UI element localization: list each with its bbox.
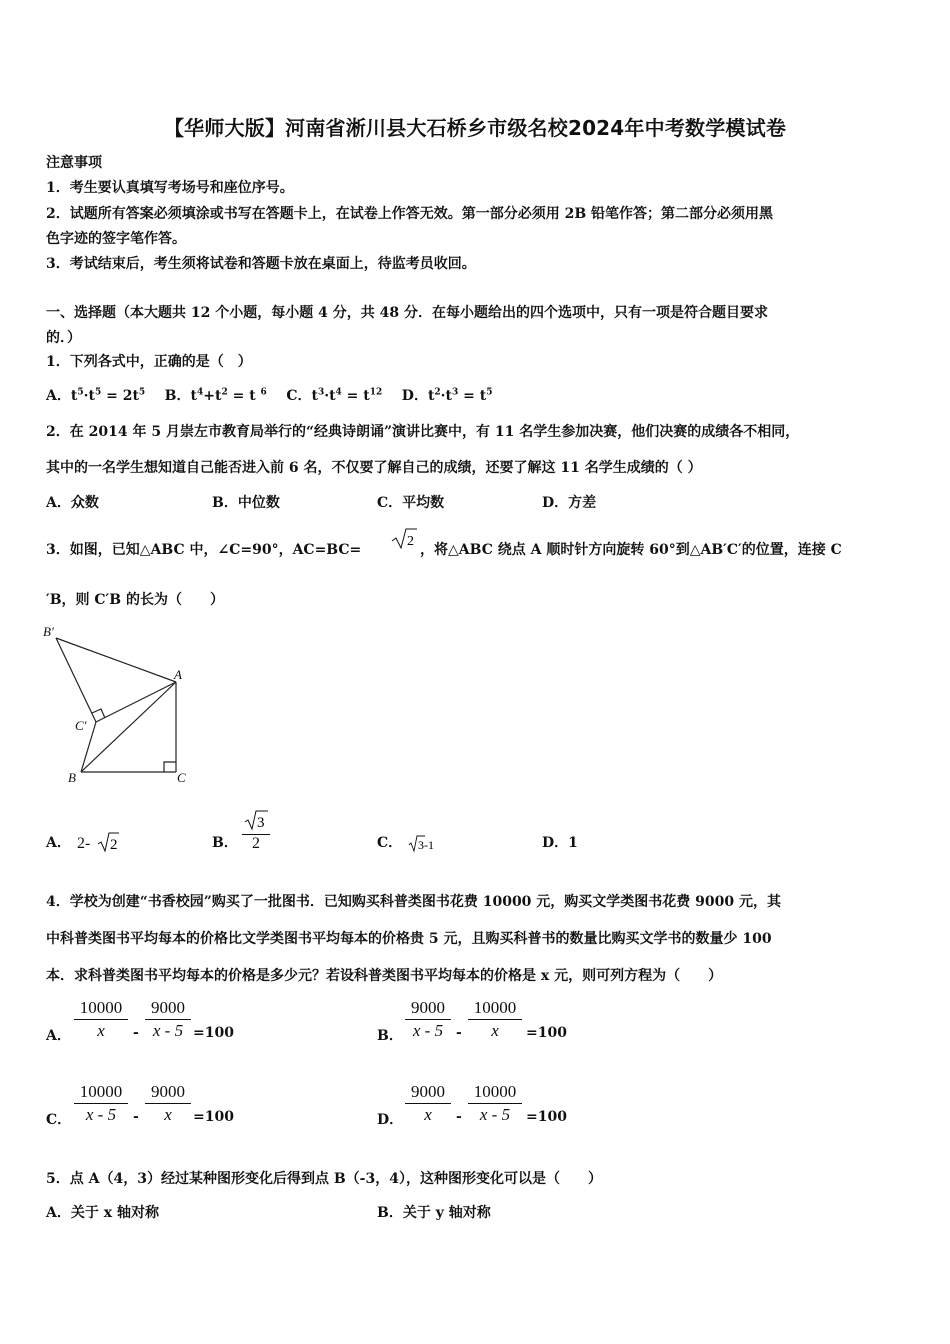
label-c: C <box>177 770 186 785</box>
svg-text:2: 2 <box>407 534 414 549</box>
q4-option-a-rhs: =100 <box>193 1025 234 1041</box>
page-title: 【华师大版】河南省淅川县大石桥乡市级名校2024年中考数学模试卷 <box>163 116 787 140</box>
q3-stem-line1a: 3．如图，已知△ABC 中，∠C=90°，AC=BC= <box>46 542 362 558</box>
q2-stem-line1: 2．在 2014 年 5 月崇左市教育局举行的“经典诗朗诵”演讲比赛中，有 11 名学生参加决赛，他们决赛的成绩各不相同， <box>46 424 800 440</box>
sqrt-symbol-icon <box>97 831 121 853</box>
q1-option-c-label: C． <box>286 388 312 404</box>
segment-c-prime-a <box>96 682 176 722</box>
q3-stem-line2: ′B，则 C′B 的长为（ ） <box>46 592 224 608</box>
q3-stem-line1b: ，将△ABC 绕点 A 顺时针方向旋转 60°到△AB′C′的位置，连接 C <box>420 542 842 558</box>
q4-option-a-fraction1: $\frac{10000}{x}$ <box>74 997 128 1042</box>
q4-option-c-fraction1: $\frac{10000}{x - 5}$ <box>74 1081 128 1126</box>
minus-sign: - <box>456 1025 462 1041</box>
sqrt-symbol-icon <box>390 526 418 550</box>
q2-option-d: D．方差 <box>542 495 597 511</box>
q4-option-d-fraction2: $\frac{10000}{x - 5}$ <box>468 1081 522 1126</box>
q4-option-b-label: B． <box>377 1028 403 1044</box>
minus-sign: - <box>133 1025 139 1041</box>
q1-option-d: $t^2\cdot t^3 = t^5$ <box>427 387 493 404</box>
sqrt-symbol-icon <box>408 833 448 853</box>
segment-b-a <box>81 682 176 772</box>
svg-text:2: 2 <box>110 837 118 853</box>
q1-option-a: $t^5\cdot t^5 = 2t^5$ <box>70 387 146 404</box>
q4-stem-line1: 4．学校为创建“书香校园”购买了一批图书．已知购买科普类图书花费 10000 元，购买文学类图书花费 9000 元，其 <box>46 894 782 910</box>
q1-option-c: $t^3\cdot t^4 = t^{12}$ <box>311 387 383 404</box>
q3-option-a-value: 2- <box>77 835 91 852</box>
q4-option-b-fraction1: $\frac{9000}{x - 5}$ <box>405 997 451 1042</box>
svg-text:3-1: 3-1 <box>418 838 434 852</box>
label-b: B <box>68 770 76 785</box>
q4-option-b-rhs: =100 <box>526 1025 567 1041</box>
sqrt-symbol-icon <box>242 808 270 832</box>
right-angle-c-marker <box>164 762 176 772</box>
q5-option-b: B．关于 y 轴对称 <box>377 1205 491 1221</box>
q4-option-b-fraction2: $\frac{10000}{x}$ <box>468 997 522 1042</box>
notice-heading: 注意事项 <box>46 155 102 171</box>
q2-option-b: B．中位数 <box>212 495 280 511</box>
q4-option-d-rhs: =100 <box>526 1109 567 1125</box>
q3-option-a-label: A． <box>46 835 71 851</box>
q5-stem: 5．点 A（4，3）经过某种图形变化后得到点 B（-3，4），这种图形变化可以是（ ） <box>46 1171 602 1187</box>
q4-option-c-fraction2: $\frac{9000}{x}$ <box>145 1081 191 1126</box>
section-heading-cont: 的．） <box>46 330 81 346</box>
notice-item: 1．考生要认真填写考场号和座位序号。 <box>46 180 294 196</box>
notice-item: 2．试题所有答案必须填涂或书写在答题卡上，在试卷上作答无效。第一部分必须用 2B 铅笔作答；第二部分必须用黑 <box>46 206 774 222</box>
q4-option-d-label: D． <box>377 1112 404 1128</box>
fraction-denominator: 2 <box>242 834 270 853</box>
q4-option-a-label: A． <box>46 1028 71 1044</box>
q4-stem-line2: 中科普类图书平均每本的价格比文学类图书平均每本的价格贵 5 元，且购买科普书的数量比购买文学书的数量少 100 <box>46 931 772 947</box>
q3-option-d: D．1 <box>542 835 578 851</box>
q3-option-b-fraction <box>242 808 270 853</box>
label-a: A <box>174 667 182 682</box>
q1-options <box>46 385 493 405</box>
minus-sign: - <box>456 1109 462 1125</box>
notice-item: 色字迹的签字笔作答。 <box>46 231 186 247</box>
label-c-prime: C′ <box>75 718 87 733</box>
q3-option-b-label: B． <box>212 835 238 851</box>
q1-option-b-label: B． <box>164 388 191 404</box>
q3-option-c-label: C． <box>377 835 403 851</box>
q3-option-a-radical <box>97 831 121 857</box>
q1-stem: 1．下列各式中，正确的是（ ） <box>46 354 252 370</box>
q4-option-c-label: C． <box>46 1112 72 1128</box>
q2-option-c: C．平均数 <box>377 495 445 511</box>
q3-triangle-figure <box>40 622 200 792</box>
sqrt2-radical <box>390 526 418 554</box>
q4-option-c-rhs: =100 <box>193 1109 234 1125</box>
q4-option-a-fraction2: $\frac{9000}{x - 5}$ <box>145 997 191 1042</box>
q2-option-a: A．众数 <box>46 495 99 511</box>
q4-stem-line3: 本．求科普类图书平均每本的价格是多少元？若设科普类图书平均每本的价格是 x 元，则可列方程为（ ） <box>46 968 723 984</box>
q5-option-a: A．关于 x 轴对称 <box>46 1205 159 1221</box>
section-heading: 一、选择题（本大题共 12 个小题，每小题 4 分，共 48 分．在每小题给出的四个选项中，只有一项是符合题目要求 <box>46 305 768 321</box>
notice-item: 3．考试结束后，考生须将试卷和答题卡放在桌面上，待监考员收回。 <box>46 256 476 272</box>
q3-option-c-value <box>408 833 448 857</box>
minus-sign: - <box>133 1109 139 1125</box>
q1-option-b: $t^4+t^2 = t$ $^6$ <box>190 387 267 404</box>
svg-text:3: 3 <box>257 815 265 831</box>
q1-option-d-label: D． <box>401 388 428 404</box>
q4-option-d-fraction1: $\frac{9000}{x}$ <box>405 1081 451 1126</box>
q1-option-a-label: A． <box>46 388 71 404</box>
q2-stem-line2: 其中的一名学生想知道自己能否进入前 6 名，不仅要了解自己的成绩，还要了解这 11 名学生成绩的（ ） <box>46 460 702 476</box>
label-b-prime: B′ <box>43 624 54 639</box>
